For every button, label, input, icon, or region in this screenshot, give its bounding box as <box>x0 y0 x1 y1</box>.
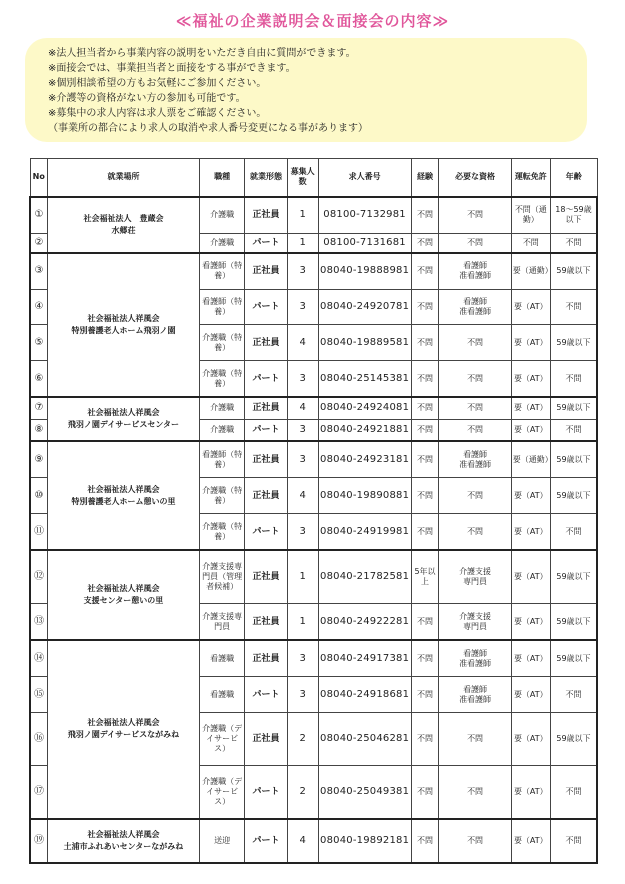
note-line: （事業所の都合により求人の取消や求人番号変更になる事があります） <box>48 123 368 134</box>
age-requirement: 不問 <box>550 289 597 325</box>
workplace-name: 社会福祉法人祥風会 飛羽ノ園デイサービスセンター <box>48 397 200 441</box>
hire-count: 1 <box>287 233 318 253</box>
driver-license: 要（AT） <box>511 604 550 641</box>
qualification: 不問 <box>439 397 511 419</box>
header-job: 職種 <box>199 159 244 197</box>
qualification: 介護支援 専門員 <box>439 550 511 604</box>
job-id: 08040-21782581 <box>318 550 411 604</box>
qualification: 不問 <box>439 712 511 765</box>
row-number: ⑲ <box>30 819 48 863</box>
header-job-id: 求人番号 <box>318 159 411 197</box>
experience: 不問 <box>411 233 439 253</box>
hire-count: 4 <box>287 819 318 863</box>
hire-count: 1 <box>287 604 318 641</box>
hire-count: 3 <box>287 361 318 398</box>
hire-count: 3 <box>287 677 318 713</box>
employment-type: パート <box>245 514 287 551</box>
employment-type: 正社員 <box>245 441 287 478</box>
experience: 不問 <box>411 397 439 419</box>
job-type: 看護師（特養） <box>199 441 244 478</box>
experience: 不問 <box>411 712 439 765</box>
qualification: 不問 <box>439 819 511 863</box>
workplace-name: 社会福祉法人祥風会 土浦市ふれあいセンターながみね <box>48 819 200 863</box>
row-number: ① <box>30 197 48 234</box>
employment-type: 正社員 <box>245 712 287 765</box>
hire-count: 1 <box>287 197 318 234</box>
table-row <box>30 197 597 234</box>
notes-list <box>48 46 588 136</box>
age-requirement: 59歳以下 <box>550 640 597 677</box>
job-type: 介護支援専門員（管理者候補） <box>199 550 244 604</box>
qualification: 不問 <box>439 478 511 514</box>
header-experience: 経験 <box>411 159 439 197</box>
age-requirement: 不問 <box>550 765 597 819</box>
row-number: ⑤ <box>30 325 48 361</box>
employment-type: 正社員 <box>245 640 287 677</box>
table-row <box>30 640 597 677</box>
driver-license: 要（通勤） <box>511 441 550 478</box>
driver-license: 要（AT） <box>511 550 550 604</box>
qualification: 看護師 准看護師 <box>439 640 511 677</box>
experience: 不問 <box>411 325 439 361</box>
header-license: 運転免許 <box>511 159 550 197</box>
employment-type: パート <box>245 677 287 713</box>
note-line: ※介護等の資格がない方の参加も可能です。 <box>48 93 246 104</box>
experience: 不問 <box>411 441 439 478</box>
workplace-name: 社会福祉法人祥風会 特別養護老人ホーム憩いの里 <box>48 441 200 550</box>
hire-count: 3 <box>287 441 318 478</box>
experience: 不問 <box>411 640 439 677</box>
table-row <box>30 441 597 478</box>
note-line: ※面接会では、事業担当者と面接をする事ができます。 <box>48 63 296 74</box>
workplace-name: 社会福祉法人 豊蔵会 水郷荘 <box>48 197 200 253</box>
hire-count: 4 <box>287 478 318 514</box>
age-requirement: 不問 <box>550 677 597 713</box>
job-type: 介護職 <box>199 233 244 253</box>
driver-license: 要（AT） <box>511 325 550 361</box>
age-requirement: 59歳以下 <box>550 253 597 290</box>
job-id: 08040-25145381 <box>318 361 411 398</box>
job-id: 08040-24918681 <box>318 677 411 713</box>
hire-count: 1 <box>287 550 318 604</box>
job-id: 08040-19890881 <box>318 478 411 514</box>
row-number: ② <box>30 233 48 253</box>
table-header-row <box>30 159 597 197</box>
experience: 不問 <box>411 419 439 441</box>
qualification: 不問 <box>439 419 511 441</box>
job-type: 介護職（特養） <box>199 514 244 551</box>
hire-count: 3 <box>287 253 318 290</box>
header-workplace: 就業場所 <box>48 159 200 197</box>
driver-license: 要（AT） <box>511 478 550 514</box>
job-type: 介護職（特養） <box>199 325 244 361</box>
table-row <box>30 819 597 863</box>
workplace-name: 社会福祉法人祥風会 支援センター憩いの里 <box>48 550 200 640</box>
job-id: 08040-24920781 <box>318 289 411 325</box>
hire-count: 3 <box>287 419 318 441</box>
job-type: 介護職 <box>199 419 244 441</box>
age-requirement: 不問 <box>550 233 597 253</box>
qualification: 看護師 准看護師 <box>439 289 511 325</box>
job-id: 08100-7131681 <box>318 233 411 253</box>
employment-type: パート <box>245 819 287 863</box>
employment-type: 正社員 <box>245 253 287 290</box>
driver-license: 要（AT） <box>511 514 550 551</box>
hire-count: 4 <box>287 325 318 361</box>
row-number: ⑩ <box>30 478 48 514</box>
age-requirement: 59歳以下 <box>550 604 597 641</box>
age-requirement: 不問 <box>550 819 597 863</box>
job-id: 08040-19888981 <box>318 253 411 290</box>
driver-license: 要（AT） <box>511 765 550 819</box>
row-number: ⑰ <box>30 765 48 819</box>
driver-license: 要（AT） <box>511 361 550 398</box>
driver-license: 要（AT） <box>511 677 550 713</box>
qualification: 看護師 准看護師 <box>439 441 511 478</box>
experience: 不問 <box>411 361 439 398</box>
job-id: 08040-24921881 <box>318 419 411 441</box>
job-type: 介護職（デイサービス） <box>199 712 244 765</box>
age-requirement: 59歳以下 <box>550 397 597 419</box>
qualification: 介護支援 専門員 <box>439 604 511 641</box>
employment-type: パート <box>245 289 287 325</box>
age-requirement: 59歳以下 <box>550 441 597 478</box>
job-type: 介護職（デイサービス） <box>199 765 244 819</box>
employment-type: 正社員 <box>245 397 287 419</box>
employment-type: パート <box>245 361 287 398</box>
driver-license: 要（AT） <box>511 712 550 765</box>
job-id: 08040-24917381 <box>318 640 411 677</box>
age-requirement: 18～59歳以下 <box>550 197 597 234</box>
job-id: 08100-7132981 <box>318 197 411 234</box>
job-id: 08040-25049381 <box>318 765 411 819</box>
row-number: ④ <box>30 289 48 325</box>
age-requirement: 不問 <box>550 514 597 551</box>
job-id: 08040-24919981 <box>318 514 411 551</box>
driver-license: 不問 <box>511 233 550 253</box>
table-row <box>30 550 597 604</box>
row-number: ⑫ <box>30 550 48 604</box>
job-id: 08040-24923181 <box>318 441 411 478</box>
driver-license: 要（AT） <box>511 419 550 441</box>
experience: 不問 <box>411 253 439 290</box>
table-row <box>30 253 597 290</box>
note-line: ※募集中の求人内容は求人票をご確認ください。 <box>48 108 267 119</box>
row-number: ⑦ <box>30 397 48 419</box>
hire-count: 2 <box>287 765 318 819</box>
job-listing-table <box>29 158 598 864</box>
hire-count: 3 <box>287 514 318 551</box>
hire-count: 3 <box>287 640 318 677</box>
job-id: 08040-24924081 <box>318 397 411 419</box>
employment-type: 正社員 <box>245 325 287 361</box>
job-type: 看護職 <box>199 640 244 677</box>
driver-license: 不問（通勤） <box>511 197 550 234</box>
qualification: 不問 <box>439 514 511 551</box>
employment-type: 正社員 <box>245 550 287 604</box>
qualification: 看護師 准看護師 <box>439 253 511 290</box>
job-type: 送迎 <box>199 819 244 863</box>
qualification: 不問 <box>439 197 511 234</box>
age-requirement: 59歳以下 <box>550 550 597 604</box>
note-line: ※法人担当者から事業内容の説明をいただき自由に質問ができます。 <box>48 48 356 59</box>
row-number: ⑭ <box>30 640 48 677</box>
workplace-name: 社会福祉法人祥風会 特別養護老人ホーム飛羽ノ園 <box>48 253 200 398</box>
header-qualification: 必要な資格 <box>439 159 511 197</box>
row-number: ⑧ <box>30 419 48 441</box>
qualification: 不問 <box>439 233 511 253</box>
employment-type: 正社員 <box>245 604 287 641</box>
header-count: 募集人数 <box>287 159 318 197</box>
row-number: ⑪ <box>30 514 48 551</box>
job-type: 介護職（特養） <box>199 478 244 514</box>
job-type: 看護職 <box>199 677 244 713</box>
driver-license: 要（AT） <box>511 397 550 419</box>
job-type: 介護職 <box>199 197 244 234</box>
hire-count: 2 <box>287 712 318 765</box>
experience: 5年以上 <box>411 550 439 604</box>
age-requirement: 不問 <box>550 361 597 398</box>
row-number: ⑮ <box>30 677 48 713</box>
row-number: ⑨ <box>30 441 48 478</box>
page-title: ≪福祉の企業説明会＆面接会の内容≫ <box>175 12 450 30</box>
age-requirement: 59歳以下 <box>550 712 597 765</box>
header-age: 年齢 <box>550 159 597 197</box>
experience: 不問 <box>411 819 439 863</box>
workplace-name: 社会福祉法人祥風会 飛羽ノ園デイサービスながみね <box>48 640 200 819</box>
experience: 不問 <box>411 289 439 325</box>
age-requirement: 59歳以下 <box>550 478 597 514</box>
job-type: 介護職（特養） <box>199 361 244 398</box>
header-emp-type: 就業形態 <box>245 159 287 197</box>
qualification: 不問 <box>439 361 511 398</box>
table-row <box>30 397 597 419</box>
job-type: 看護師（特養） <box>199 253 244 290</box>
hire-count: 4 <box>287 397 318 419</box>
driver-license: 要（AT） <box>511 819 550 863</box>
hire-count: 3 <box>287 289 318 325</box>
experience: 不問 <box>411 197 439 234</box>
job-type: 介護職 <box>199 397 244 419</box>
age-requirement: 不問 <box>550 419 597 441</box>
experience: 不問 <box>411 604 439 641</box>
job-id: 08040-19892181 <box>318 819 411 863</box>
job-id: 08040-19889581 <box>318 325 411 361</box>
experience: 不問 <box>411 514 439 551</box>
job-id: 08040-24922281 <box>318 604 411 641</box>
qualification: 不問 <box>439 765 511 819</box>
driver-license: 要（AT） <box>511 289 550 325</box>
experience: 不問 <box>411 478 439 514</box>
job-id: 08040-25046281 <box>318 712 411 765</box>
employment-type: 正社員 <box>245 478 287 514</box>
experience: 不問 <box>411 765 439 819</box>
note-line: ※個別相談希望の方もお気軽にご参加ください。 <box>48 78 267 89</box>
row-number: ③ <box>30 253 48 290</box>
qualification: 看護師 准看護師 <box>439 677 511 713</box>
qualification: 不問 <box>439 325 511 361</box>
row-number: ⑥ <box>30 361 48 398</box>
row-number: ⑬ <box>30 604 48 641</box>
employment-type: パート <box>245 233 287 253</box>
driver-license: 要（AT） <box>511 640 550 677</box>
driver-license: 要（通勤） <box>511 253 550 290</box>
employment-type: パート <box>245 419 287 441</box>
job-type: 看護師（特養） <box>199 289 244 325</box>
age-requirement: 59歳以下 <box>550 325 597 361</box>
row-number: ⑯ <box>30 712 48 765</box>
employment-type: 正社員 <box>245 197 287 234</box>
employment-type: パート <box>245 765 287 819</box>
job-type: 介護支援専門員 <box>199 604 244 641</box>
experience: 不問 <box>411 677 439 713</box>
header-no: No <box>30 159 48 197</box>
